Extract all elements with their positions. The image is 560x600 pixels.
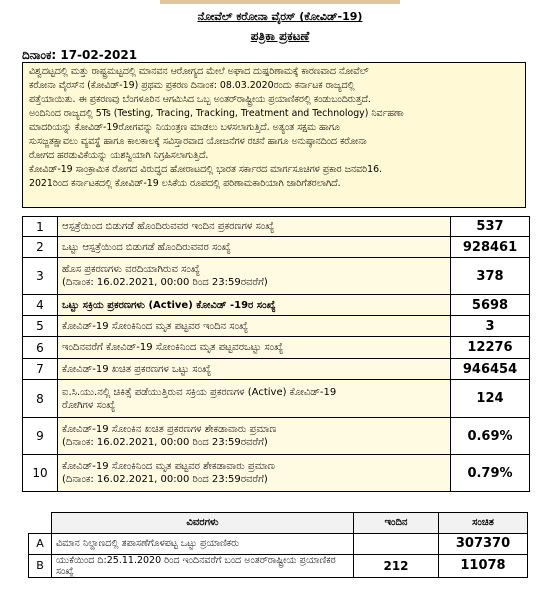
row-number: 4 bbox=[23, 295, 58, 316]
row-description: ವಿಮಾನ ನಿಲ್ದಾಣದಲ್ಲಿ ತಪಾಸಣೆಗೊಳಪಟ್ಟ ಒಟ್ಟು ಪ್ರಯಾಣಿಕರು bbox=[52, 533, 354, 554]
travellers-table bbox=[28, 512, 528, 578]
intro-paragraph-box bbox=[22, 62, 526, 208]
description-line: ಇಂದಿನವರೆಗೆ ಕೋವಿಡ್-19 ಸೋಂಕಿನಿಂದ ಮೃತ ಪಟ್ಟವರಒಟ್ಟು ಸಂಖ್ಯೆ bbox=[62, 342, 284, 353]
row-number: 7 bbox=[23, 359, 58, 380]
description-line: ಕೋವಿಡ್-19 ಸೋಂಕಿನಿಂದ ಮೃತ ಪಟ್ಟವರ ಇಂದಿನ ಸಂಖ್ಯೆ bbox=[62, 320, 249, 332]
row-number: 9 bbox=[23, 418, 58, 455]
table-row bbox=[23, 217, 530, 237]
paragraph-line: ಪತ್ತೆಯಾಯಿತು. ಈ ಪ್ರಕರಣವು ಬೆಂಗಳೂರಿನ ಆಗಮಿಸಿದ ಒಬ್ಬ ಅಂತರ್‌ರಾಷ್ಟ್ರೀಯ ಪ್ರಯಾಣಿಕರಲ್ಲಿ ಕಂಡುಬಂದಿರುತ್ತದೆ. bbox=[29, 94, 371, 105]
paragraph-line: ಮಾದರಿಯನ್ನು ಕೋವಿಡ್-19ರೋಗವನ್ನು ನಿಯಂತ್ರಣ ಮಾಡಲು ಬಳಸಲಾಗುತ್ತಿದೆ. ಅತ್ಯಂತ ಸಕ್ಷಮ ಹಾಗೂ bbox=[29, 122, 340, 133]
row-number: 3 bbox=[23, 258, 58, 295]
paragraph-line: ವಿಶ್ವದಟ್ಟದಲ್ಲಿ ಮತ್ತು ರಾಷ್ಟ್ರಮಟ್ಟದಲ್ಲಿ ಮಾನವನ ಆರೋಗ್ಯದ ಮೇಲೆ ಅಘಾದ ದುಷ್ಪರಿಣಾಮಕ್ಕೆ ಕಾರಣವಾದ ನೋವೆಲ್ bbox=[29, 66, 369, 77]
table-row bbox=[23, 359, 530, 380]
paragraph-line: ಕೋವಿಡ್-19 ಸಾಂಕ್ರಾಮಿಕ ರೋಗದ ವಿರುದ್ಧದ ಹೋರಾಟದಲ್ಲಿ ಭಾರತ ಸರ್ಕಾರದ ಮಾರ್ಗಸೂಚಿಗಳ ಪ್ರಕಾರ ಜನವರಿ16. bbox=[29, 164, 383, 175]
table-row bbox=[29, 533, 528, 554]
description-line: ಐ.ಸಿ.ಯು.ನಲ್ಲಿ ಚಿಕಿತ್ಸೆ ಪಡೆಯುತ್ತಿರುವ ಸಕ್ರಿಯ ಪ್ರಕರಣಗಳ (Active) ಕೋವಿಡ್-19 bbox=[62, 386, 337, 398]
row-value: 928461 bbox=[451, 237, 530, 258]
description-date-range: (ದಿನಾಂಕ: 16.02.2021, 00:00 ರಿಂದ 23:59ರವರೆಗೆ) bbox=[62, 437, 268, 448]
row-number: 10 bbox=[23, 455, 58, 492]
description-line: ಕೋವಿಡ್-19 ಸೋಂಕಿನಿಂದ ಮೃತ ಪಟ್ಟವರ ಶೇಕಡಾವಾರು ಪ್ರಮಾಣ bbox=[62, 461, 275, 472]
row-today-value bbox=[354, 533, 439, 554]
table-row bbox=[29, 554, 528, 577]
table-row bbox=[23, 237, 530, 258]
table-row bbox=[23, 258, 530, 295]
row-cumulative-value: 11078 bbox=[439, 554, 528, 577]
header-spacer bbox=[29, 513, 52, 534]
row-description: ಯುಕೆಯಿಂದ ದಿ:25.11.2020 ರಿಂದ ಇಂದಿನವರೆಗೆ ಬಂದ ಅಂತರ್‌ರಾಷ್ಟ್ರೀಯ ಪ್ರಯಾಣಿಕರ ಸಂಖ್ಯೆ bbox=[52, 554, 354, 577]
table-row bbox=[23, 455, 530, 492]
row-value: 3 bbox=[451, 316, 530, 337]
header-cumulative: ಸಂಚಿತ bbox=[439, 513, 528, 534]
row-description bbox=[58, 217, 451, 237]
table-row bbox=[23, 295, 530, 316]
row-description bbox=[58, 316, 451, 337]
row-description bbox=[58, 258, 451, 295]
row-description bbox=[58, 455, 451, 492]
description-line: ಒಟ್ಟು ಆಸ್ಪತ್ರೆಯಿಂದ ಬಿಡುಗಡೆ ಹೊಂದಿರುವವರ ಸಂಖ್ಯೆ bbox=[62, 241, 231, 253]
row-description bbox=[58, 237, 451, 258]
description-date-range: (ದಿನಾಂಕ: 16.02.2021, 00:00 ರಿಂದ 23:59ರವರೆಗೆ) bbox=[62, 277, 268, 288]
row-value: 0.69% bbox=[451, 418, 530, 455]
header-details: ವಿವರಗಳು bbox=[52, 513, 354, 534]
row-value: 946454 bbox=[451, 359, 530, 380]
row-description bbox=[58, 359, 451, 380]
paragraph-line: ಕರೋನಾ ವೈರಸ್‌ನ (ಕೋವಿಡ್-19) ಪ್ರಥಮ ಪ್ರಕರಣ ದಿನಾಂಕ: 08.03.2020ರಂದು ಕರ್ನಾಟಕ ರಾಜ್ಯದಲ್ಲಿ bbox=[29, 80, 355, 91]
row-description bbox=[58, 380, 451, 418]
top-decoration-strip bbox=[160, 0, 400, 4]
row-cumulative-value: 307370 bbox=[439, 533, 528, 554]
header-today: ಇಂದಿನ bbox=[354, 513, 439, 534]
description-date-range: (ದಿನಾಂಕ: 16.02.2021, 00:00 ರಿಂದ 23:59ರವರೆಗೆ) bbox=[62, 474, 268, 485]
row-description bbox=[58, 337, 451, 359]
covid-statistics-table bbox=[22, 216, 530, 492]
row-value: 537 bbox=[451, 217, 530, 237]
row-value: 12276 bbox=[451, 337, 530, 359]
row-value: 124 bbox=[451, 380, 530, 418]
description-line: ಹೊಸ ಪ್ರಕರಣಗಳು ವರದಿಯಾಗಿರುವ ಸಂಖ್ಯೆ bbox=[62, 264, 200, 275]
row-number: 6 bbox=[23, 337, 58, 359]
description-line: ಒಟ್ಟು ಸಕ್ರಿಯ ಪ್ರಕರಣಗಳು (Active) ಕೋವಿಡ್ -19ರ ಸಂಖ್ಯೆ bbox=[62, 299, 276, 311]
header-row bbox=[29, 513, 528, 534]
description-line: ಆಸ್ಪತ್ರೆಯಿಂದ ಬಿಡುಗಡೆ ಹೊಂದಿರುವವರ ಇಂದಿನ ಪ್ರಕರಣಗಳ ಸಂಖ್ಯೆ bbox=[62, 221, 275, 232]
paragraph-line: 2021ರಿಂದ ಕರ್ನಾಟಕದಲ್ಲಿ ಕೋವಿಡ್-19 ಲಸಿಕೆಯ ರೂಪದಲ್ಲಿ ಪರಿಣಾಮಕಾರಿಯಾಗಿ ಜಾರಿಗೆತರಲಾಗಿದೆ. bbox=[29, 178, 341, 189]
row-label: A bbox=[29, 533, 52, 554]
press-release-title: ಪತ್ರಿಕಾ ಪ್ರಕಟಣೆ bbox=[250, 29, 310, 43]
row-number: 8 bbox=[23, 380, 58, 418]
row-description bbox=[58, 295, 451, 316]
description-line: ರೋಗಿಗಳ ಸಂಖ್ಯೆ bbox=[62, 399, 116, 411]
row-value: 378 bbox=[451, 258, 530, 295]
row-description bbox=[58, 418, 451, 455]
row-number: 5 bbox=[23, 316, 58, 337]
table-row bbox=[23, 380, 530, 418]
paragraph-line: ಸುಸಜ್ಜತಕ್ಷಾವಲು ವ್ಯವಸ್ಥೆ ಹಾಗೂ ಕಾಲಕಾಲಕ್ಕೆ ಸವಿಸ್ತಾರವಾದ ಯೋಜನೆಗಳ ರಚನೆ ಹಾಗೂ ಅನುಷ್ಠಾನದಿಂದ ಕರೋನಾ bbox=[29, 136, 367, 147]
description-line: ಕೋವಿಡ್-19 ಖಚಿತ ಪ್ರಕರಣಗಳ ಒಟ್ಟು ಸಂಖ್ಯೆ bbox=[62, 363, 212, 375]
row-value: 0.79% bbox=[451, 455, 530, 492]
row-today-value: 212 bbox=[354, 554, 439, 577]
table-row bbox=[23, 337, 530, 359]
table-row bbox=[23, 418, 530, 455]
row-number: 1 bbox=[23, 217, 58, 237]
release-date: ದಿನಾಂಕ: 17-02-2021 bbox=[22, 48, 138, 62]
paragraph-line: ಅಂದಿನಿಂದ ರಾಜ್ಯದಲ್ಲಿ 5Ts (Testing, Tracing, Tracking, Treatment and Technology) ನಿರ್ವಹಣಾ bbox=[29, 108, 404, 119]
table-row bbox=[23, 316, 530, 337]
paragraph-line: ರೋಗದ ಹರಡುವಿಕೆಯನ್ನು ಯಶಸ್ವಿಯಾಗಿ ನಿಗ್ರಹಿಸಲಾಗುತ್ತಿದೆ. bbox=[29, 150, 209, 161]
row-label: B bbox=[29, 554, 52, 577]
description-line: ಕೋವಿಡ್-19 ಸೋಂಕಿನ ಖಚಿತ ಪ್ರಕರಣಗಳ ಶೇಕಡಾವಾರು ಪ್ರಮಾಣ bbox=[62, 424, 277, 435]
row-number: 2 bbox=[23, 237, 58, 258]
document-heading: ನೋವೆಲ್ ಕರೋನಾ ವೈರಸ್ (ಕೋವಿಡ್-19) bbox=[197, 10, 363, 23]
row-value: 5698 bbox=[451, 295, 530, 316]
